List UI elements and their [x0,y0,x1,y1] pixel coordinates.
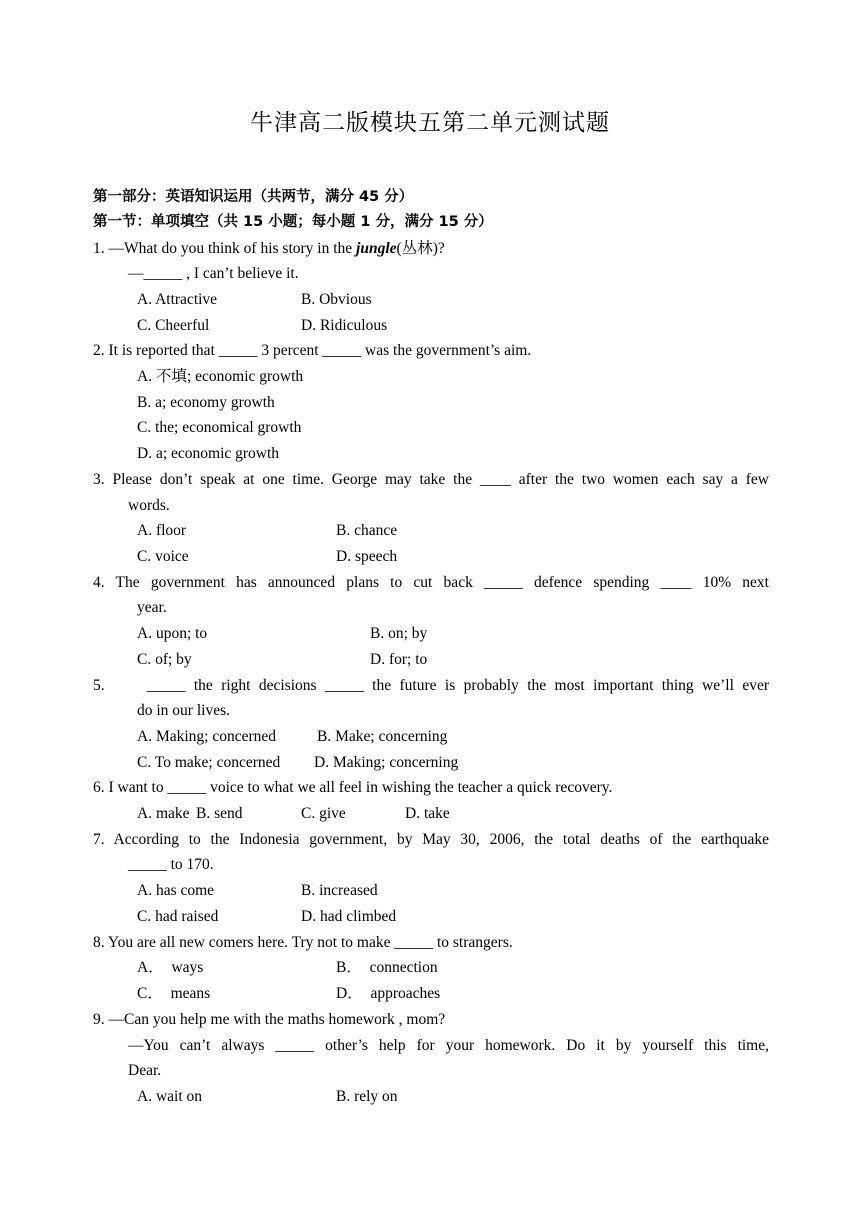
q2-option-b: B. a; economy growth [137,394,275,411]
question-7-line2: _____ to 170. [128,856,214,873]
section-heading: 第一节：单项填空（共 15 小题；每小题 1 分，满分 15 分） [93,214,493,230]
q1-option-d: D. Ridiculous [301,317,388,334]
q7-option-c: C. had raised [137,908,219,925]
question-1-line2: —_____ , I can’t believe it. [128,265,299,282]
question-1 [93,239,445,259]
question-5: 5. _____ the right decisions _____ the future is probably the most important thing we’ll ever [93,677,769,694]
q3-option-a: A. floor [137,522,187,539]
part-heading: 第一部分：英语知识运用（共两节，满分 45 分） [93,189,414,205]
q7-option-b: B. increased [301,882,378,899]
question-1-prefix: 1. —What do you think of his story in the [93,240,357,257]
q8-option-c: C． means [137,985,211,1002]
q3-option-b: B. chance [336,522,398,539]
q9-option-a: A. wait on [137,1088,203,1105]
page-title: 牛津高二版模块五第二单元测试题 [250,110,610,136]
question-5-line2: do in our lives. [137,702,230,719]
q4-option-b: B. on; by [370,625,428,642]
q7-option-d: D. had climbed [301,908,397,925]
question-4: 4. The government has announced plans to cut back _____ defence spending ____ 10% next [93,574,769,591]
q2-option-d: D. a; economic growth [137,445,280,462]
question-9: 9. —Can you help me with the maths homework , mom? [93,1011,446,1028]
question-7: 7. According to the Indonesia government, by May 30, 2006, the total deaths of the earthquake [93,831,769,848]
q1-option-a: A. Attractive [137,291,218,308]
question-3-line2: words. [128,497,170,514]
q3-option-c: C. voice [137,548,189,565]
question-9-line3: Dear. [128,1062,162,1079]
question-3: 3. Please don’t speak at one time. George may take the ____ after the two women each say a few [93,471,769,488]
q4-option-d: D. for; to [370,651,428,668]
q2-option-a: A. 不填; economic growth [137,368,304,385]
q4-option-c: C. of; by [137,651,192,668]
question-1-keyword: jungle [356,240,397,257]
q6-option-c: C. give [301,805,346,822]
question-2: 2. It is reported that _____ 3 percent _____ was the government’s aim. [93,342,532,359]
q2-option-c: C. the; economical growth [137,419,302,436]
q8-option-d: D． approaches [336,985,441,1002]
q7-option-a: A. has come [137,882,215,899]
question-9-line2: —You can’t always _____ other’s help for your homework. Do it by yourself this time, [128,1037,769,1054]
q6-option-b: B. send [196,805,243,822]
q8-option-a: A． ways [137,959,204,976]
q9-option-b: B. rely on [336,1088,398,1105]
question-4-line2: year. [137,599,167,616]
q5-option-c: C. To make; concerned [137,754,281,771]
q1-option-b: B. Obvious [301,291,372,308]
q8-option-b: B． connection [336,959,438,976]
q6-option-d: D. take [405,805,450,822]
q1-option-c: C. Cheerful [137,317,210,334]
q4-option-a: A. upon; to [137,625,208,642]
question-1-suffix: (丛林)? [396,240,445,257]
q3-option-d: D. speech [336,548,398,565]
question-8: 8. You are all new comers here. Try not to make _____ to strangers. [93,934,513,951]
q6-option-a: A. make [137,805,190,822]
q5-option-a: A. Making; concerned [137,728,277,745]
q5-option-b: B. Make; concerning [317,728,448,745]
q5-option-d: D. Making; concerning [314,754,459,771]
question-6: 6. I want to _____ voice to what we all feel in wishing the teacher a quick recovery. [93,779,613,796]
